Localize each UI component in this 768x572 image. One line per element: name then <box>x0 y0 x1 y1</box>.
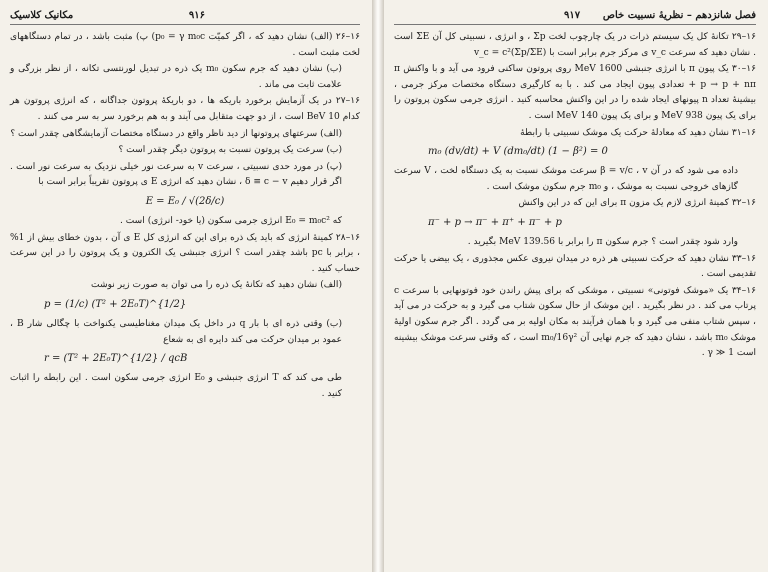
book-gutter <box>372 0 384 572</box>
page-number: ۹۱۷ <box>564 10 581 21</box>
running-head <box>394 8 756 25</box>
problem-subpart: (ب) وقتی ذره ای با بار q در داخل یک میدان مغناطیسی یکنواخت با چگالی شار B ، عمود بر میدان حرکت می کند دایره ای به شعاع <box>10 318 342 345</box>
equation: E = E₀ / √(2δ/c) <box>145 195 225 207</box>
problem-subpart: (ب) سرعت یک پروتون نسبت به پروتون دیگر چقدر است ؟ <box>118 145 342 156</box>
problem-subpart: (ب) نشان دهید که جرم سکون m₀ یک ذره در تبدیل لورنتسی تکانه ، از نظر بزرگی و علامت ثابت می ماند . <box>10 64 342 90</box>
equation: m₀ (dv/dt) + V (dm₀/dt) (1 − β²) = 0 <box>428 146 608 158</box>
problem-text: ۱۶–۳۲ کمینهٔ انرژی لازم یک مزون π برای این که در این واکنش <box>518 198 756 209</box>
page-body <box>394 30 756 362</box>
equation: π⁻ + p → π⁻ + π⁺ + π⁻ + p <box>428 216 562 228</box>
problem-text: ۱۶–۲۷ در یک آزمایش برخورد باریکه ها ، دو باریکهٔ پروتون جداگانه ، که انرژی پروتون هر کدام 10 BeV است ، از دو جهت متقابل می آیند و به هم برخورد سر به سر می کنند . <box>10 96 360 122</box>
page-number: ۹۱۶ <box>188 10 205 21</box>
problem-text: ۱۶–۲۶ (الف) نشان دهید که ، اگر کمیّت p₀ = γ m₀c) پ) مثبت باشد ، در تمام دستگاههای لخت مثبت است . <box>10 32 360 58</box>
equation: p = (1/c) (T² + 2E₀T)^{1/2} <box>44 298 187 310</box>
problem-subpart: که E₀ = m₀c² انرژی جرمی سکون (یا خود- انرژی) است . <box>119 215 342 226</box>
problem-text: ۱۶–۳۱ نشان دهید که معادلهٔ حرکت یک موشک نسبیتی با رابطهٔ <box>520 127 756 138</box>
problem-text: ۱۶–۳۰ یک پیون π با انرژی جنبشی 1600 MeV روی پروتون ساکنی فرود می آید و با واکنش π + p → p + nπ تعدادی پیون ایجاد می کند . با به کارگیری دستگاه مختصات مرکز جرمی ، بیشینهٔ تعداد n پیونهای ایجاد شده را در این واکنش محاسبه کنید . انرژی جرمی سکون پروتون را برای یک پیون 938 MeV و برای یک پیون 140 MeV است . <box>394 64 756 121</box>
problem-text: ۱۶–۲۹ تکانهٔ کل یک سیستم ذرات در یک چارچوب لخت Σp ، و انرژی ، نسبیتی کل آن ΣE است . نشان دهید که سرعت v_c ی مرکز جرم برابر است با v_c = c²(Σp/ΣE) <box>394 32 756 58</box>
problem-subpart: (الف) نشان دهید که تکانهٔ یک ذره را می توان به صورت زیر نوشت <box>91 280 342 291</box>
page-body <box>10 30 360 402</box>
problem-text: ۱۶–۳۳ نشان دهید که حرکت نسبیتی هر ذره در میدان نیروی عکس مجذوری ، یک بیضی یا حرکت تقدیمی است . <box>394 253 756 280</box>
problem-subpart: داده می شود که در آن β = v/c ، v سرعت موشک نسبت به یک دستگاه لخت ، V سرعت گازهای خروجی نسبت به موشک ، و m₀ جرم سکون موشک است . <box>394 166 738 192</box>
problem-text: ۱۶–۳۴ یک «موشک فوتونی» نسبیتی ، موشکی که برای پیش راندن خود فوتونهایی با سرعت c پرتاب می کند . در نظر بگیرید . این موشک از حال سکون شتاب می گیرد و به حرکت در می آید ، سپس شتاب منفی می گیرد و با همان فرآیند به مکان اولیه بر می گردد . اگر جرم سکون اولیهٔ موشک m₀ باشد ، نشان دهید که جرم نهایی آن m₀/16γ² است ، که وقتی سرعت موشک بیشینه است γ ≫ 1 . <box>394 285 756 359</box>
problem-subpart: طی می کند که T انرژی جنبشی و E₀ انرژی جرمی سکون است . این رابطه را اثبات کنید . <box>10 373 342 399</box>
problem-text: ۱۶–۲۸ کمینهٔ انرژی که باید یک ذره برای این که انرژی کل E ی آن ، بدون خطای بیش از 1% ، برابر با pc باشد چقدر است ؟ انرژی جنبشی یک الکترون و یک پروتون را در این سرعت حساب کنید . <box>10 232 361 274</box>
running-head-title: فصل شانزدهم – نظریهٔ نسبیت خاص <box>602 10 756 21</box>
right-page <box>384 0 768 572</box>
problem-subpart: (الف) سرعتهای پروتونها از دید ناظر واقع در دستگاه مختصات آزمایشگاهی چقدر است ؟ <box>10 128 342 139</box>
problem-subpart: وارد شود چقدر است ؟ جرم سکون π را برابر با 139.56 MeV بگیرید . <box>467 236 738 247</box>
running-head <box>10 8 360 25</box>
equation: r = (T² + 2E₀T)^{1/2} / qcB <box>44 353 188 365</box>
left-page <box>0 0 372 572</box>
running-head-title: مکانیک کلاسیک <box>10 10 74 21</box>
problem-subpart: (پ) در مورد حدی نسبیتی ، سرعت v به سرعت نور خیلی نزدیک به سرعت نور است . اگر قرار دهیم δ ≡ c − v ، نشان دهید که انرژی E ی پروتون تقریباً برابر است با <box>10 161 342 188</box>
